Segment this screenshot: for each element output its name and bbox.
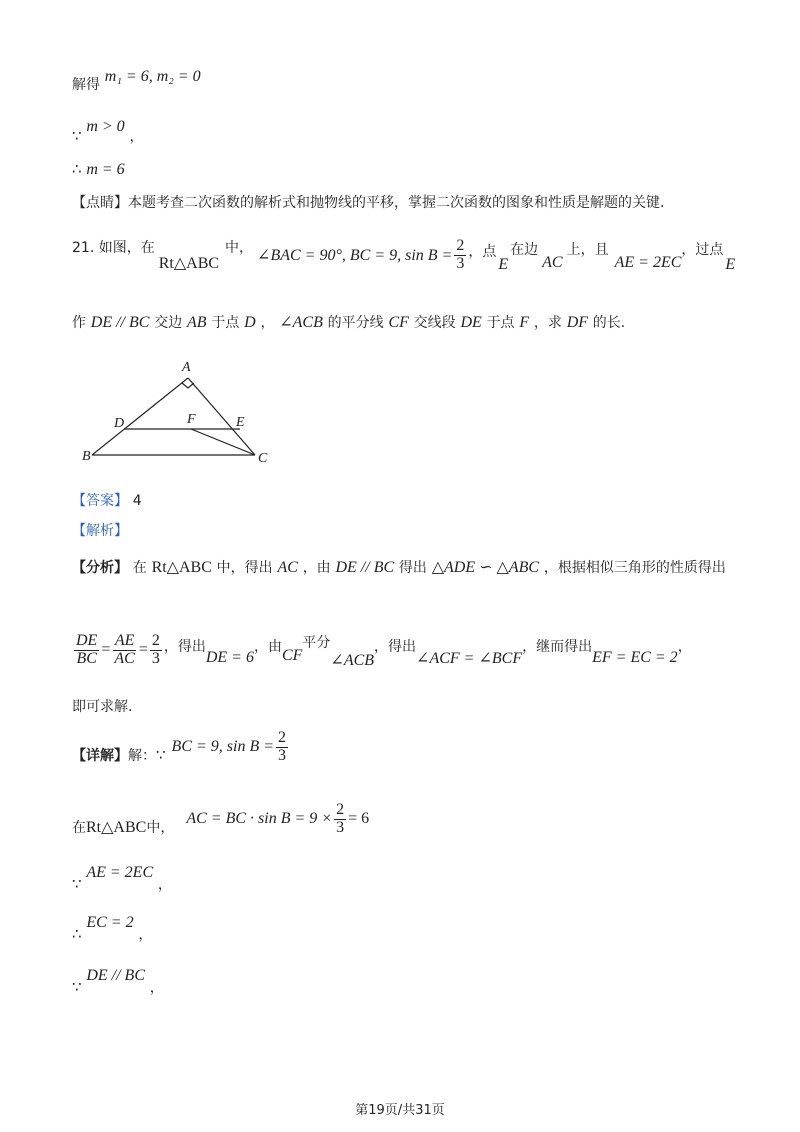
label-d: D	[114, 416, 125, 431]
ef-equals-ec: EF = EC = 2	[592, 649, 678, 666]
fraction-denominator: 3	[336, 818, 345, 836]
because-symbol: ∵	[72, 875, 82, 893]
fraction-denominator: AC	[114, 649, 135, 667]
pingfen-text: 的平分线	[327, 315, 384, 331]
triangle-figure	[70, 352, 290, 472]
angle-acb: ∠ACB	[330, 652, 375, 669]
equals-sign: =	[138, 641, 148, 658]
zhong-text: 中，	[225, 240, 254, 256]
therefore-m-line	[72, 160, 125, 179]
guodian-text: ，过点	[681, 242, 724, 258]
qiu-text: ，求	[533, 315, 562, 331]
ec-equals-2: EC = 2	[86, 914, 134, 931]
rt-triangle: Rt△ABC	[86, 819, 147, 836]
text-you: ，由	[302, 560, 331, 576]
label-e: E	[236, 415, 245, 430]
fraction-numerator: 2	[336, 800, 345, 818]
yudian-text: 于点	[211, 315, 240, 331]
text-you-2: ，由	[253, 639, 282, 655]
dianjing-tag: 【点睛】	[72, 195, 128, 211]
dechang-text: 的长.	[592, 315, 626, 331]
segment-ab: AB	[187, 314, 207, 331]
segment-de: DE	[460, 314, 482, 331]
segment-ac: AC	[277, 559, 298, 576]
label-b: B	[82, 449, 91, 464]
dian-text: ，点	[468, 244, 497, 260]
comma: ，	[129, 129, 144, 145]
ac-calculation: AC = BC · sin B = 9 ×	[186, 810, 333, 827]
fraction-numerator: DE	[76, 631, 98, 649]
side-ab	[92, 378, 188, 455]
condition-expression: ∠BAC = 90°, BC = 9, sin B =	[257, 247, 453, 264]
text-deichu-2: 得出	[398, 560, 427, 576]
fraction-numerator: AE	[114, 631, 135, 649]
therefore-symbol: ∴	[72, 925, 82, 943]
page-number: 第19页/共31页	[355, 1103, 445, 1118]
ratio-ae-ac	[112, 633, 136, 668]
m-value-expression: m = 6	[86, 161, 125, 178]
comma: ，	[260, 315, 275, 331]
point-e: E	[498, 256, 509, 273]
fraction-denominator: BC	[76, 649, 97, 667]
fraction-numerator: 2	[278, 728, 287, 746]
text-genju: ，根据相似三角形的性质得出	[543, 560, 726, 576]
given-expression: BC = 9, sin B =	[171, 738, 275, 755]
because-symbol: ∵	[72, 978, 82, 996]
ac-result: = 6	[348, 810, 370, 827]
dianjing-text: 本题考查二次函数的解析式和抛物线的平移，掌握二次函数的图象和性质是解题的关键.	[128, 195, 665, 211]
because-ae-line	[72, 862, 172, 893]
because-symbol: ∵	[156, 746, 166, 764]
point-e-2: E	[725, 256, 736, 273]
fraction-numerator: 2	[151, 631, 160, 649]
answer-tag: 【答案】	[72, 493, 128, 509]
answer-line	[72, 490, 142, 510]
angle-acb: ∠ACB	[279, 314, 323, 331]
fenxi-tag: 【分析】	[72, 560, 128, 576]
de-parallel-bc: DE // BC	[90, 314, 150, 331]
segment-cf: CF	[281, 647, 303, 664]
comma: ，	[677, 639, 692, 655]
de-parallel-bc: DE // BC	[86, 967, 145, 984]
because-m-positive-line	[72, 116, 144, 145]
jie-text: 解：	[128, 748, 156, 764]
dianjing-paragraph	[72, 192, 664, 212]
de-parallel-bc: DE // BC	[335, 559, 395, 576]
solve-label: 解得	[72, 77, 100, 93]
text-pingfen: 平分	[302, 635, 331, 651]
de-equals-6: DE = 6	[205, 649, 254, 666]
point-f: F	[519, 314, 530, 331]
segment-cf: CF	[388, 314, 409, 331]
text-deichu-3: ，得出	[163, 639, 206, 655]
segment-cf-line	[191, 429, 255, 455]
label-f: F	[187, 412, 196, 427]
ratio-de-bc	[74, 633, 99, 668]
problem-21-line-1	[72, 232, 735, 278]
sinb-fraction	[454, 238, 466, 273]
text-zai: 在	[132, 560, 147, 576]
problem-number: 21. 如图，在	[72, 240, 155, 256]
label-c: C	[258, 451, 268, 466]
ae-2ec-expression: AE = 2EC	[614, 254, 682, 271]
zaibian-text: 在边	[510, 242, 539, 258]
right-angle-mark	[182, 383, 194, 388]
equals-sign: =	[101, 641, 111, 658]
segment-df: DF	[566, 314, 589, 331]
fraction-numerator: 2	[456, 236, 465, 254]
fraction-denominator: 3	[278, 746, 287, 764]
answer-value: 4	[132, 493, 142, 509]
fraction-denominator: 3	[151, 649, 160, 667]
comma: ，	[149, 980, 164, 996]
side-ac	[188, 378, 255, 455]
jiaoxian-text: 交线段	[413, 315, 456, 331]
text-deichu: 中，得出	[216, 560, 273, 576]
jiaobian-text: 交边	[154, 315, 183, 331]
yudian2-text: 于点	[486, 315, 515, 331]
xiangjie-line-2	[72, 796, 369, 842]
therefore-symbol: ∴	[72, 160, 82, 178]
zhong-text: 中，	[146, 820, 175, 836]
jiexi-line	[72, 520, 128, 540]
because-de-bc-line	[72, 965, 164, 996]
shang-text: 上，且	[566, 242, 609, 258]
fenxi-line-2	[72, 626, 692, 674]
text-zai: 在	[72, 820, 86, 836]
angle-equality: ∠ACF = ∠BCF	[416, 650, 523, 667]
fraction-denominator: 3	[456, 254, 465, 272]
roots-expression: m₁ = 6, m₂ = 0	[104, 68, 201, 85]
comma: ，	[157, 877, 172, 893]
label-a: A	[182, 360, 191, 375]
fenxi-conclusion: 即可求解.	[72, 699, 133, 715]
therefore-ec-line	[72, 912, 153, 943]
text-jier: ，继而得出	[522, 639, 593, 655]
m-positive-expression: m > 0	[86, 118, 125, 135]
comma: ，	[138, 927, 153, 943]
problem-21-line-2	[72, 312, 625, 332]
solve-result-line	[72, 66, 201, 93]
rt-triangle: Rt△ABC	[158, 255, 220, 272]
zuo-text: 作	[72, 315, 86, 331]
ratio-two-thirds	[150, 633, 162, 668]
segment-ac: AC	[542, 254, 563, 271]
text-deichu-4: ，得出	[374, 639, 417, 655]
rt-triangle: Rt△ABC	[151, 559, 212, 576]
ae-2ec-expression: AE = 2EC	[86, 864, 154, 881]
xiangjie-line-1	[72, 724, 290, 770]
sinb-fraction	[276, 730, 288, 765]
similar-triangles: △ADE ∽ △ABC	[431, 559, 540, 576]
jiexi-tag: 【解析】	[72, 523, 128, 539]
because-symbol: ∵	[72, 127, 82, 145]
fenxi-line-1	[72, 557, 726, 577]
two-thirds-fraction	[334, 802, 346, 837]
point-d: D	[244, 314, 256, 331]
xiangjie-tag: 【详解】	[72, 748, 128, 764]
